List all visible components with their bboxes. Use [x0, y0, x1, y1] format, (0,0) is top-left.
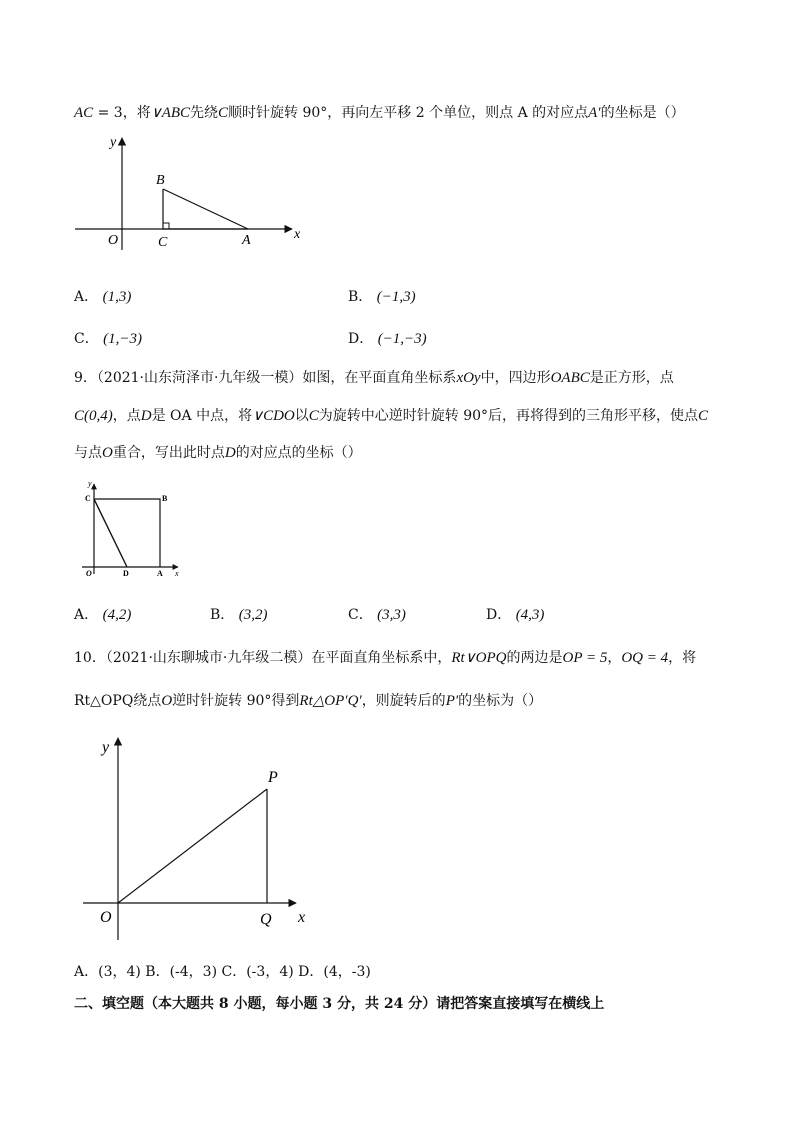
q9-label-C: C: [85, 494, 91, 503]
q9-label-x: x: [175, 569, 179, 578]
q8-t2: 先绕: [190, 105, 219, 121]
q8-t3: 顺时针旋转 90°，再向左平移 2 个单位，则点 A 的对应点: [228, 105, 589, 121]
q9-stem-line2: [74, 405, 708, 425]
q9-option-c[interactable]: [348, 604, 406, 624]
q10-l2b: 逆时针旋转 90°得到: [172, 693, 300, 709]
q10-segment-OP: [118, 789, 267, 903]
q9-CDO: ∨CDO: [252, 408, 295, 424]
q8-option-c-value: (1,−3): [103, 331, 143, 347]
q8-option-b-value: (−1,3): [376, 289, 416, 305]
q9-option-d-label: D．: [486, 607, 512, 623]
q8-option-d[interactable]: [348, 328, 427, 348]
q9-l2b: 是 OA 中点，将: [151, 408, 253, 424]
q10-label-Q: Q: [260, 911, 272, 928]
q9-l3c: 的对应点的坐标（）: [235, 445, 362, 461]
q10-options[interactable]: A．(3，4) B．(-4，3) C．(-3，4) D．(4，-3): [74, 964, 371, 980]
q8-figure: [70, 132, 310, 254]
q8-label-y: y: [110, 135, 117, 150]
q9-option-b[interactable]: [210, 604, 268, 624]
q9-l3a: 与点: [74, 445, 102, 461]
q9-square: [94, 499, 160, 567]
q8-right-angle-mark: [163, 223, 169, 229]
q9-C2: C: [698, 408, 709, 424]
q9-label-D: D: [123, 569, 129, 578]
q10-Pp: P′: [445, 693, 459, 709]
q9-l1c: 是正方形，点: [589, 370, 674, 386]
q9-segment-CD: [94, 499, 127, 567]
q10-O: O: [161, 693, 173, 709]
q8-stem: [74, 102, 685, 122]
q10-RtOPQp: Rt△OP′Q′: [299, 693, 362, 709]
q9-option-b-value: (3,2): [238, 607, 268, 623]
q8-t1: ，将: [122, 105, 151, 121]
q9-option-d-value: (4,3): [515, 607, 545, 623]
q9-O: O: [102, 445, 113, 461]
q9-l1b: 中，四边形: [480, 370, 551, 386]
q9-label-A: A: [157, 569, 163, 578]
q9-option-b-label: B．: [210, 607, 235, 623]
q8-AC: AC: [74, 105, 94, 121]
q8-label-B: B: [156, 173, 165, 188]
q8-label-x: x: [294, 227, 301, 242]
q9-option-d[interactable]: [486, 604, 544, 624]
q9-C04: C(0,4): [74, 408, 113, 424]
q9-option-a-label: A．: [74, 607, 99, 623]
q10-OQ4: OQ = 4: [621, 650, 669, 666]
q10-figure: [78, 732, 318, 944]
q10-l1c: ，: [607, 650, 622, 666]
q10-l1b: 的两边是: [506, 650, 563, 666]
q9-D2: D: [224, 445, 236, 461]
q8-option-d-label: D．: [348, 331, 374, 347]
q9-figure: [78, 478, 190, 578]
q10-stem-line1: [74, 647, 696, 667]
q8-Aprime: A′: [588, 105, 601, 121]
q10-label-O: O: [100, 909, 112, 926]
q10-label-P: P: [268, 769, 278, 786]
q9-option-a-value: (4,2): [102, 607, 132, 623]
q9-stem-line1: [74, 367, 674, 387]
q8-option-a-label: A．: [74, 289, 99, 305]
q8-option-a-value: (1,3): [102, 289, 132, 305]
q10-RtOPQ: Rt∨OPQ: [451, 650, 507, 666]
q10-l1d: ，将: [668, 650, 697, 666]
q8-t4: 的坐标是（）: [600, 105, 685, 121]
q9-option-c-value: (3,3): [377, 607, 406, 623]
q10-l2c: ，则旋转后的: [361, 693, 446, 709]
q9-l1a: 9．（2021·山东菏泽市·九年级一模）如图，在平面直角坐标系: [74, 370, 457, 386]
q9-label-B: B: [162, 494, 168, 503]
q10-label-y: y: [102, 739, 110, 756]
q9-option-a[interactable]: [74, 604, 131, 624]
q10-stem-line2: [74, 690, 542, 710]
q9-OABC: OABC: [550, 370, 590, 386]
q9-stem-line3: [74, 442, 362, 462]
q8-triangle-shape: [163, 189, 248, 229]
q9-l3b: 重合，写出此时点: [112, 445, 225, 461]
q8-C: C: [218, 105, 229, 121]
q8-eq3: = 3: [93, 105, 123, 121]
q8-option-b[interactable]: [348, 286, 416, 306]
q8-triangle: ∨ABC: [150, 105, 191, 121]
q9-xOy: xOy: [456, 370, 481, 386]
q9-label-y: y: [88, 479, 92, 488]
q8-label-C: C: [158, 235, 168, 250]
q10-l2d: 的坐标为（）: [458, 693, 543, 709]
q9-l2c: 以: [294, 408, 309, 424]
q9-C: C: [308, 408, 319, 424]
q9-option-c-label: C．: [348, 607, 373, 623]
section-2-heading: 二、填空题（本大题共 8 小题，每小题 3 分，共 24 分）请把答案直接填写在横线上: [74, 996, 605, 1012]
q10-OP5: OP = 5: [562, 650, 608, 666]
q10-label-x: x: [298, 909, 306, 926]
q8-option-c-label: C．: [74, 331, 99, 347]
q9-label-O: O: [86, 569, 92, 578]
q9-l2a: ，点: [112, 408, 141, 424]
q10-l2a: Rt△OPQ绕点: [74, 693, 162, 709]
q9-l2d: 为旋转中心逆时针旋转 90°后，再将得到的三角形平移，使点: [318, 408, 699, 424]
q8-option-b-label: B．: [348, 289, 373, 305]
q8-option-c[interactable]: [74, 328, 142, 348]
q10-l1a: 10．（2021·山东聊城市·九年级二模）在平面直角坐标系中，: [74, 650, 452, 666]
q8-label-A: A: [242, 233, 251, 248]
q8-option-a[interactable]: [74, 286, 131, 306]
q8-label-O: O: [108, 233, 119, 248]
q8-option-d-value: (−1,−3): [377, 331, 427, 347]
q9-D: D: [140, 408, 152, 424]
